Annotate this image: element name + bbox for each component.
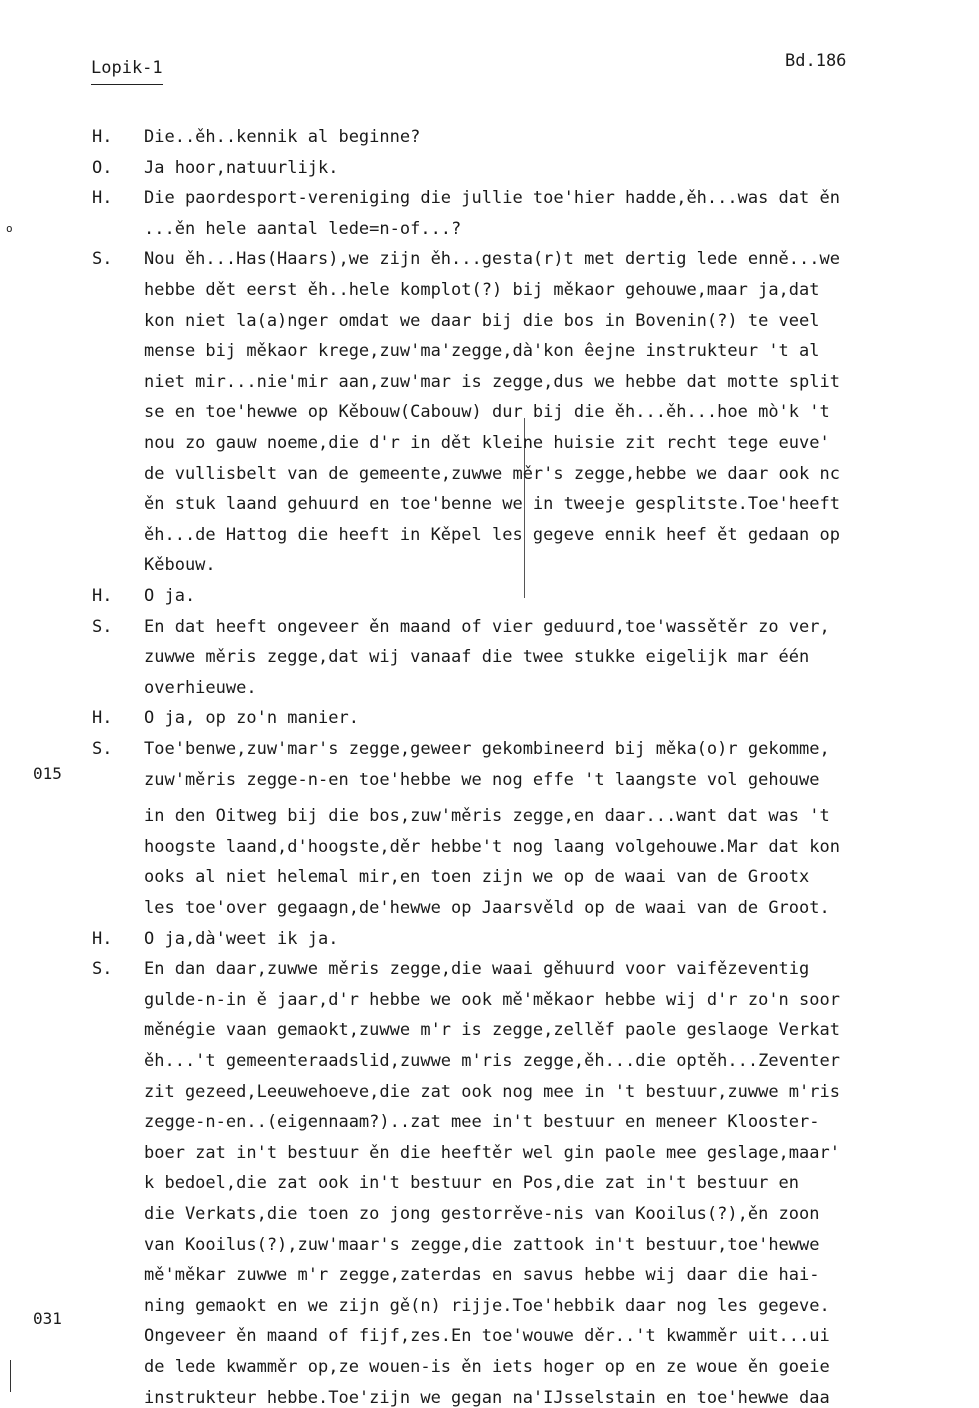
transcript-line: Die..ěh..kennik al beginne? [144, 127, 421, 147]
transcript-line: les toe'over gegaagn,de'hewwe op Jaarsvěld op de waai van de Groot. [144, 898, 830, 918]
transcript-line: En dan daar,zuwwe měris zegge,die waai gěhuurd voor vaifězeventig [144, 959, 810, 980]
transcript-line: hebbe dět eerst ěh..hele komplot(?) bij měkaor gehouwe,maar ja,dat [144, 280, 820, 300]
transcript-line: gulde-n-in ě jaar,d'r hebbe we ook mě'měkaor hebbe wij d'r zo'n soor [144, 989, 840, 1010]
margin-number-015: 015 [33, 764, 62, 783]
transcript-line: zuwwe měris zegge,dat wij vanaaf die twee stukke eigelijk mar één [144, 647, 810, 668]
transcript-line: ning gemaokt en we zijn gě(n) rijje.Toe'hebbik daar nog les gegeve. [144, 1295, 830, 1316]
transcript-line: Toe'benwe,zuw'mar's zegge,geweer gekombineerd bij měka(o)r gekomme, [144, 739, 830, 759]
transcript-line: k bedoel,die zat ook in't bestuur en Pos,die zat in't bestuur en [144, 1173, 800, 1194]
transcript-line: Die paordesport-vereniging die jullie toe'hier hadde,ěh...was dat ěn [144, 188, 840, 209]
tape-number: Bd.186 [785, 51, 847, 71]
transcript-line: instrukteur hebbe.Toe'zijn we gegan na'IJsselstain en toe'hewwe daa [144, 1387, 830, 1408]
transcript-line: in den Oitweg bij die bos,zuw'měris zegge,en daar...want dat was 't [144, 806, 830, 827]
transcript-line: mě'měkar zuwwe m'r zegge,zaterdas en savus hebbe wij daar die hai- [144, 1265, 820, 1286]
speaker-marker: O. [92, 157, 113, 178]
transcript-line: van Kooilus(?),zuw'maar's zegge,die zattook in't bestuur,toe'hewwe [144, 1234, 820, 1255]
speaker-marker: H. [92, 127, 113, 147]
transcript-line: overhieuwe. [144, 677, 257, 698]
transcript-line: měnégie vaan gemaokt,zuwwe m'r is zegge,zellěf paole geslaoge Verkat [144, 1020, 840, 1041]
transcript-line: Nou ěh...Has(Haars),we zijn ěh...gesta(r)t met dertig lede enně...we [144, 249, 840, 270]
transcript-line: Ja hoor,natuurlijk. [144, 157, 339, 178]
document-code: Lopik-1 [91, 58, 163, 85]
transcript-line: nou zo gauw noeme,die d'r in dět kleine huisie zit recht tege euve' [144, 433, 830, 453]
margin-number-031: 031 [33, 1309, 62, 1328]
speaker-marker: S. [92, 616, 113, 637]
transcript-line: zegge-n-en..(eigennaam?)..zat mee in't bestuur en meneer Klooster- [144, 1112, 820, 1133]
transcript-line: Ongeveer ěn maand of fijf,zes.En toe'wouwe děr..'t kwamměr uit...ui [144, 1326, 830, 1347]
transcript-line: se en toe'hewwe op Kěbouw(Cabouw) dur bij die ěh...ěh...hoe mò'k 't [144, 402, 830, 423]
transcript-line: zit gezeed,Leeuwehoeve,die zat ook nog mee in 't bestuur,zuwwe m'ris [144, 1081, 840, 1102]
transcript-line: ěh...'t gemeenteraadslid,zuwwe m'ris zegge,ěh...die optěh...Zeventer [144, 1051, 840, 1071]
transcript-line: ...ěn hele aantal lede=n-of...? [144, 218, 462, 239]
transcript-line: boer zat in't bestuur ěn die heeftěr wel gin paole mee geslage,maar' [144, 1142, 840, 1163]
speaker-marker: H. [92, 708, 113, 729]
transcript-line: ěn stuk laand gehuurd en toe'benne we in tweeje gesplitste.Toe'heeft [144, 494, 840, 515]
transcript-line: de vullisbelt van de gemeente,zuwwe měr's zegge,hebbe we daar ook nc [144, 463, 840, 484]
transcript-line: ěh...de Hattog die heeft in Kěpel les gegeve ennik heef ět gedaan op [144, 524, 840, 545]
margin-circle-mark: o [6, 222, 13, 235]
transcript-line: O ja,dà'weet ik ja. [144, 928, 339, 949]
transcript-line: kon niet la(a)nger omdat we daar bij die bos in Bovenin(?) te veel [144, 310, 820, 331]
transcript-line: zuw'měris zegge-n-en toe'hebbe we nog effe 't laangste vol gehouwe [144, 769, 820, 790]
speaker-marker: H. [92, 586, 113, 606]
speaker-marker: H. [92, 188, 113, 209]
transcript-line: O ja. [144, 586, 196, 606]
speaker-marker: S. [92, 959, 113, 980]
transcript-line: hoogste laand,d'hoogste,děr hebbe't nog laang volgehouwe.Mar dat kon [144, 836, 840, 857]
speaker-marker: H. [92, 928, 113, 949]
transcript-line: O ja, op zo'n manier. [144, 708, 359, 729]
transcript-line: mense bij měkaor krege,zuw'ma'zegge,dà'kon êejne instrukteur 't al [144, 341, 820, 362]
transcript-line: Kěbouw. [144, 555, 216, 576]
speaker-marker: S. [92, 739, 113, 759]
transcript-line: En dat heeft ongeveer ěn maand of vier geduurd,toe'wassětěr zo ver, [144, 616, 830, 637]
transcript-line: die Verkats,die toen zo jong gestorrěve-nis van Kooilus(?),ěn zoon [144, 1204, 820, 1224]
transcript-line: ooks al niet helemal mir,en toen zijn we op de waai van de Grootx [144, 867, 810, 888]
edge-mark [10, 1360, 11, 1392]
transcript-line: de lede kwamměr op,ze wouen-is ěn iets hoger op en ze woue ěn goeie [144, 1357, 830, 1377]
speaker-marker: S. [92, 249, 113, 270]
transcript-line: niet mir...nie'mir aan,zuw'mar is zegge,dus we hebbe dat motte split [144, 371, 840, 392]
